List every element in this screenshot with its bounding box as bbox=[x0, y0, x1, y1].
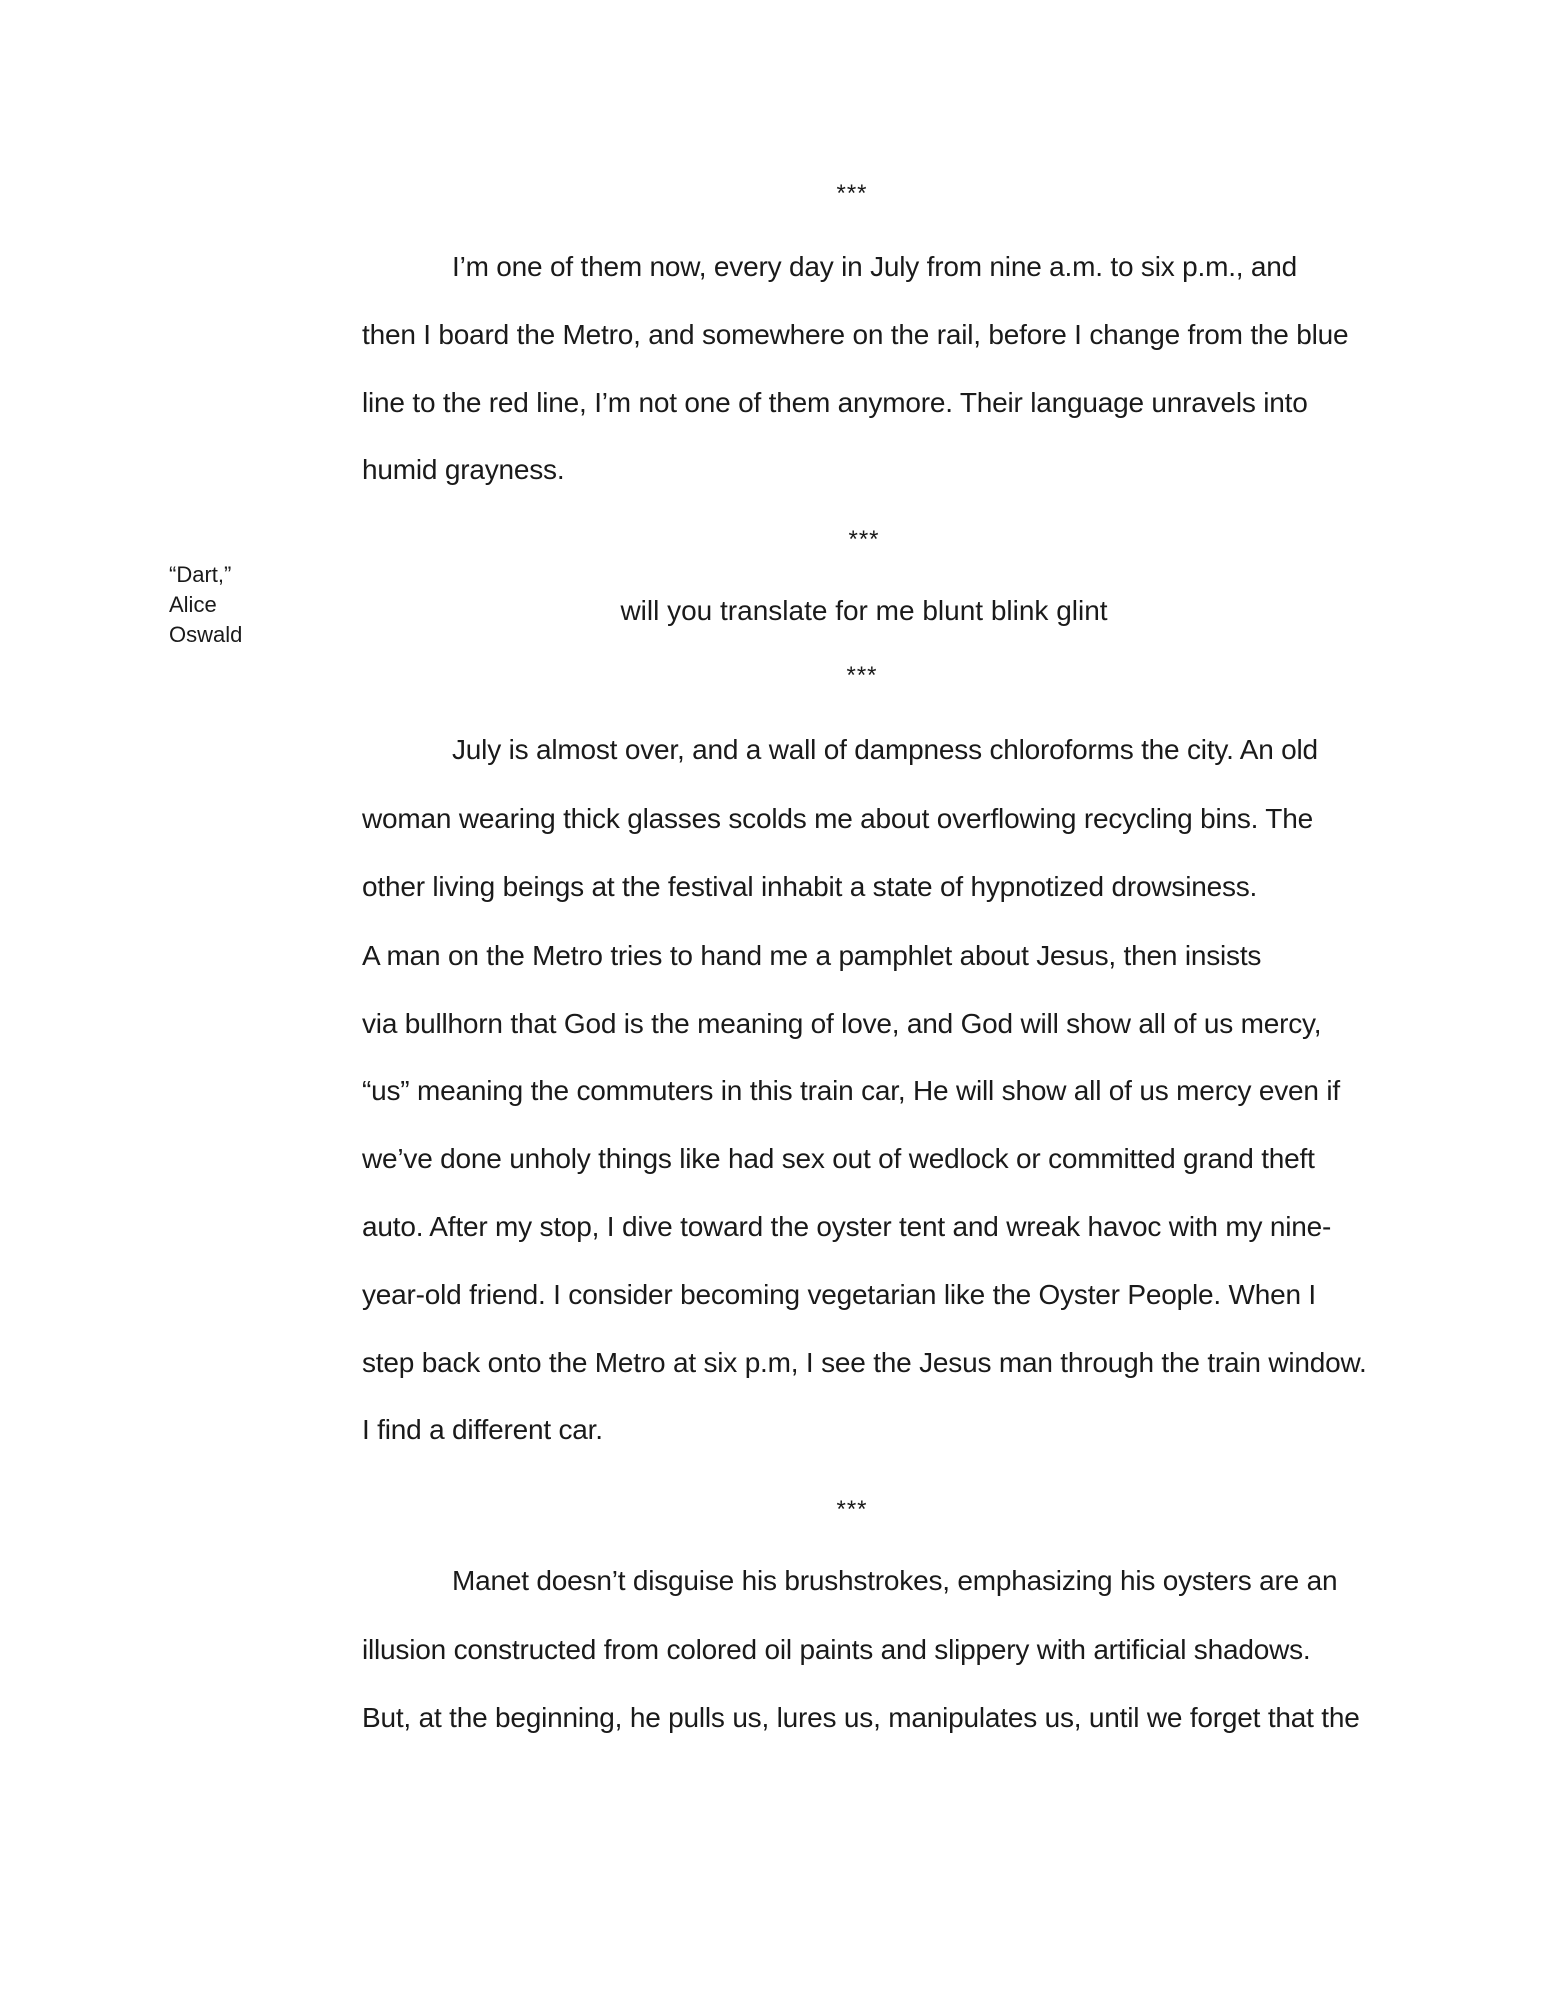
text-line: illusion constructed from colored oil paints and slippery with artificial shadows. bbox=[362, 1634, 1311, 1665]
text-line: via bullhorn that God is the meaning of love, and God will show all of us mercy, bbox=[362, 1008, 1322, 1039]
section-separator: *** bbox=[836, 1496, 868, 1523]
text-line: I’m one of them now, every day in July from nine a.m. to six p.m., and bbox=[452, 251, 1298, 282]
text-line: step back onto the Metro at six p.m, I see the Jesus man through the train window. bbox=[362, 1347, 1367, 1378]
text-line: year-old friend. I consider becoming vegetarian like the Oyster People. When I bbox=[362, 1279, 1317, 1310]
citation-author-first: Alice bbox=[169, 592, 217, 617]
section-separator: *** bbox=[848, 526, 880, 553]
text-line: we’ve done unholy things like had sex out of wedlock or committed grand theft bbox=[362, 1143, 1315, 1174]
citation-title: “Dart,” bbox=[169, 562, 232, 587]
text-line: humid grayness. bbox=[362, 454, 565, 485]
citation-author-last: Oswald bbox=[169, 622, 243, 647]
text-line: then I board the Metro, and somewhere on the rail, before I change from the blue bbox=[362, 319, 1349, 350]
text-line: woman wearing thick glasses scolds me about overflowing recycling bins. The bbox=[362, 803, 1313, 834]
section-separator: *** bbox=[846, 662, 878, 689]
text-line: But, at the beginning, he pulls us, lures us, manipulates us, until we forget that the bbox=[362, 1702, 1360, 1733]
text-line: I find a different car. bbox=[362, 1414, 603, 1445]
text-line: line to the red line, I’m not one of them anymore. Their language unravels into bbox=[362, 387, 1308, 418]
text-line: Manet doesn’t disguise his brushstrokes, emphasizing his oysters are an bbox=[452, 1565, 1338, 1596]
text-line: “us” meaning the commuters in this train car, He will show all of us mercy even if bbox=[362, 1075, 1340, 1106]
section-separator: *** bbox=[836, 180, 868, 207]
text-line: July is almost over, and a wall of dampness chloroforms the city. An old bbox=[452, 734, 1318, 765]
text-line: auto. After my stop, I dive toward the oyster tent and wreak havoc with my nine- bbox=[362, 1211, 1332, 1242]
margin-citation bbox=[169, 560, 279, 650]
poem-quote: will you translate for me blunt blink glint bbox=[620, 595, 1108, 626]
text-line: A man on the Metro tries to hand me a pamphlet about Jesus, then insists bbox=[362, 940, 1262, 971]
text-line: other living beings at the festival inhabit a state of hypnotized drowsiness. bbox=[362, 871, 1258, 902]
